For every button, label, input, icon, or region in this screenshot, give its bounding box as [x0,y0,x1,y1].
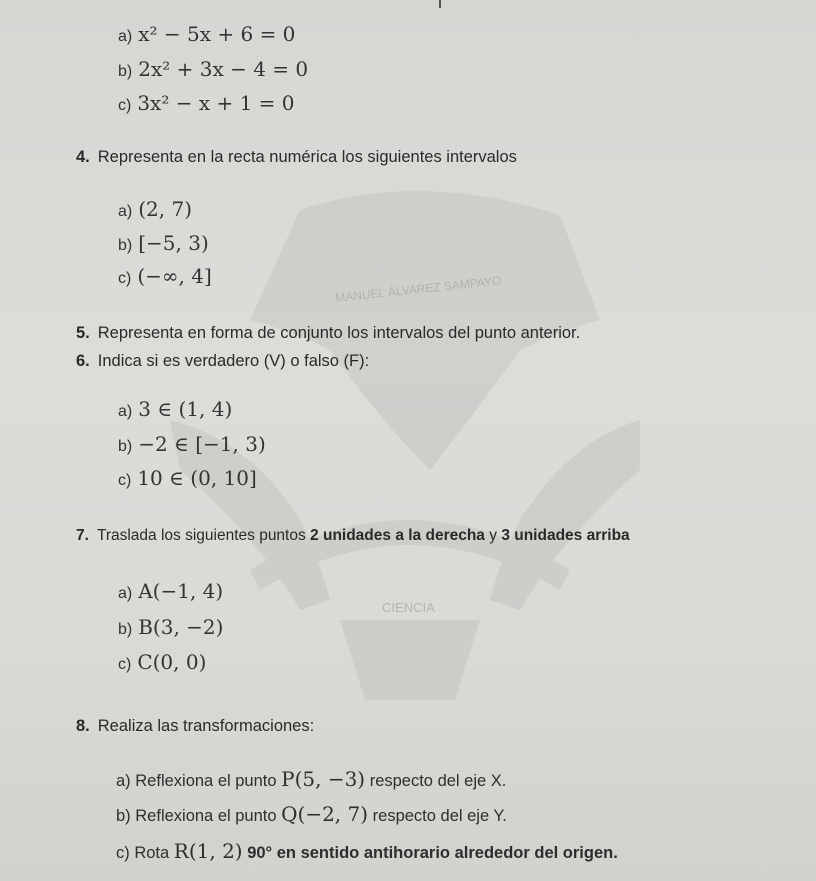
question-4-heading: 4. Representa en la recta numérica los siguientes intervalos [76,148,517,166]
seal-center-text: CIENCIA [382,600,435,615]
q6-item-b: b) −2 ∈ [−1, 3) [118,432,266,456]
question-7-heading: 7. Traslada los siguientes puntos 2 unidades a la derecha y 3 unidades arriba [76,527,630,544]
equation: 2x² + 3x − 4 = 0 [138,57,309,81]
question-6-heading: 6. Indica si es verdadero (V) o falso (F): [76,352,370,370]
top-crease-mark [439,0,441,8]
seal-top-text: MANUEL ÁLVAREZ SAMPAYO [334,273,502,305]
q6-item-c: c) 10 ∈ (0, 10] [118,466,257,490]
q7-item-a: a) A(−1, 4) [118,579,224,603]
q8-item-a: a) Reflexiona el punto P(5, −3) respecto del eje X. [116,767,507,791]
q6-item-a: a) 3 ∈ (1, 4) [118,397,233,421]
q3-item-a: a) x² − 5x + 6 = 0 [118,22,296,46]
q8-item-c: c) Rota R(1, 2) 90° en sentido antihorario alrededor del origen. [116,839,618,863]
question-5-heading: 5. Representa en forma de conjunto los intervalos del punto anterior. [76,324,581,342]
equation: x² − 5x + 6 = 0 [138,22,296,46]
q7-item-b: b) B(3, −2) [118,615,224,639]
q3-item-c: c) 3x² − x + 1 = 0 [118,91,295,115]
question-8-heading: 8. Realiza las transformaciones: [76,717,315,735]
equation: 3x² − x + 1 = 0 [137,91,295,115]
q7-item-c: c) C(0, 0) [118,650,207,674]
q4-item-c: c) (−∞, 4] [118,264,212,288]
q4-item-b: b) [−5, 3) [118,231,209,255]
q8-item-b: b) Reflexiona el punto Q(−2, 7) respecto del eje Y. [116,802,507,826]
q3-item-b: b) 2x² + 3x − 4 = 0 [118,57,309,81]
q4-item-a: a) (2, 7) [118,197,193,221]
